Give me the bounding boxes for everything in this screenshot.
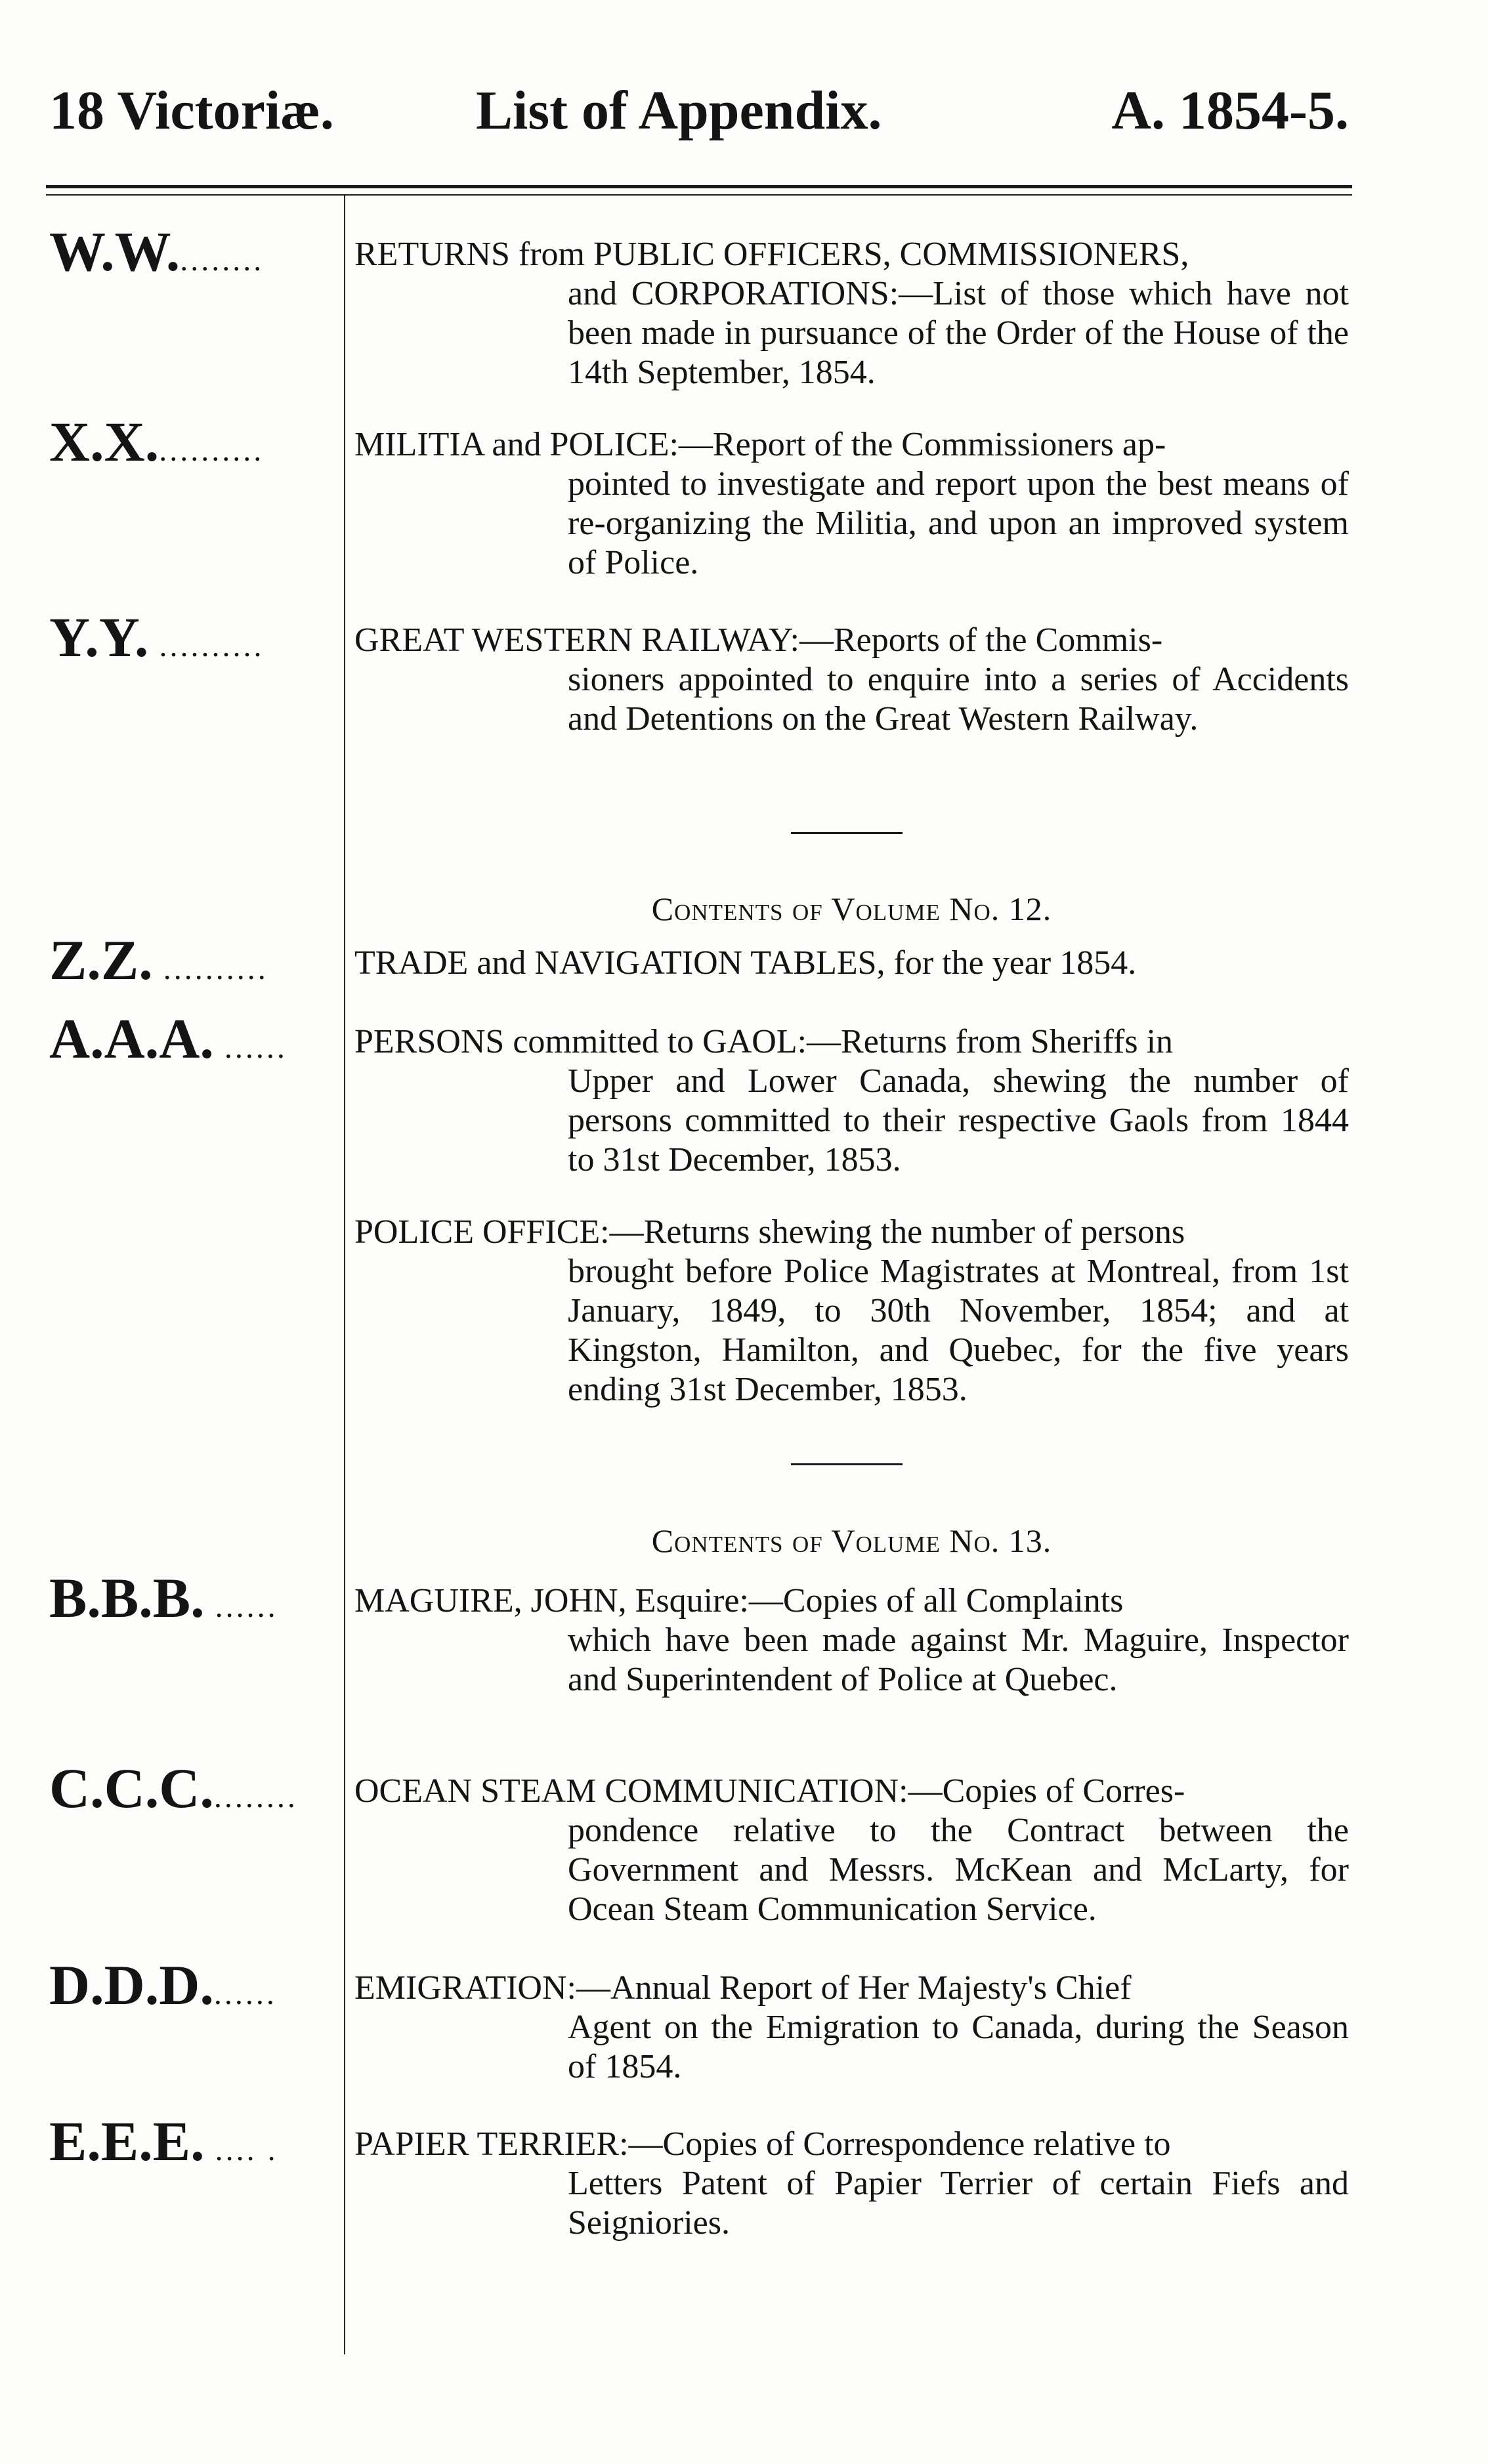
entry-key: W.W......... <box>49 223 265 280</box>
page-header <box>49 79 1349 157</box>
entry-description: OCEAN STEAM COMMUNICATION:—Copies of Corres- pondence relative to the Contract between the Government and Messrs. McKean and McLarty, for Ocean Steam Communication Service. <box>354 1772 1349 1928</box>
entry-key: B.B.B. ...... <box>49 1570 278 1626</box>
entry-description: TRADE and NAVIGATION TABLES, for the year 1854. <box>354 944 1137 982</box>
entry-description: EMIGRATION:—Annual Report of Her Majesty's Chief Agent on the Emigration to Canada, during the Season of 1854. <box>354 1969 1349 2085</box>
entry-description: PAPIER TERRIER:—Copies of Correspondence relative to Letters Patent of Papier Terrier of certain Fiefs and Seigniories. <box>354 2125 1349 2242</box>
entry-description: PERSONS committed to GAOL:—Returns from Sheriffs in Upper and Lower Canada, shewing the number of persons committed to their respective Gaols from 1844 to 31st December, 1853. <box>354 1023 1349 1179</box>
header-session: 18 Victoriæ. <box>49 80 334 141</box>
entry-key: A.A.A. ...... <box>49 1011 287 1067</box>
volume-heading-12: Contents of Volume No. 12. <box>651 890 1052 927</box>
entry-description: MAGUIRE, JOHN, Esquire:—Copies of all Complaints which have been made against Mr. Maguire, Inspector and Superintendent of Police at Quebec. <box>354 1582 1349 1698</box>
entry-description: POLICE OFFICE:—Returns shewing the number of persons brought before Police Magistrates at Montreal, from 1st January, 1849, to 30th November, 1854; and at Kingston, Hamilton, and Quebec, for the five years ending 31st December, 1853. <box>354 1213 1349 1408</box>
entry-description: GREAT WESTERN RAILWAY:—Reports of the Commis- sioners appointed to enquire into a series of Accidents and Detentions on the Great Western Railway. <box>354 621 1349 738</box>
header-rule-thin <box>46 194 1352 196</box>
header-rule-thick <box>46 185 1352 188</box>
entry-description: MILITIA and POLICE:—Report of the Commissioners ap- pointed to investigate and report upon the best means of re-organizing the Militia, and upon an improved system of Police. <box>354 426 1349 581</box>
section-separator <box>791 832 903 834</box>
entry-description: RETURNS from PUBLIC OFFICERS, COMMISSIONERS, and CORPORATIONS:—List of those which have not been made in pursuance of the Order of the House of the 14th September, 1854. <box>354 236 1349 391</box>
entry-key: C.C.C......... <box>49 1760 298 1816</box>
column-divider <box>344 196 345 2354</box>
entry-key: E.E.E. .... . <box>49 2113 278 2169</box>
header-year: A. 1854-5. <box>1111 80 1349 141</box>
entry-key: Z.Z. .......... <box>49 932 268 988</box>
entry-key: D.D.D....... <box>49 1957 277 2013</box>
header-title: List of Appendix. <box>476 80 882 141</box>
section-separator <box>791 1463 903 1465</box>
entry-key: Y.Y. .......... <box>49 609 265 665</box>
entry-key: X.X........... <box>49 413 265 470</box>
volume-heading-13: Contents of Volume No. 13. <box>651 1522 1052 1559</box>
